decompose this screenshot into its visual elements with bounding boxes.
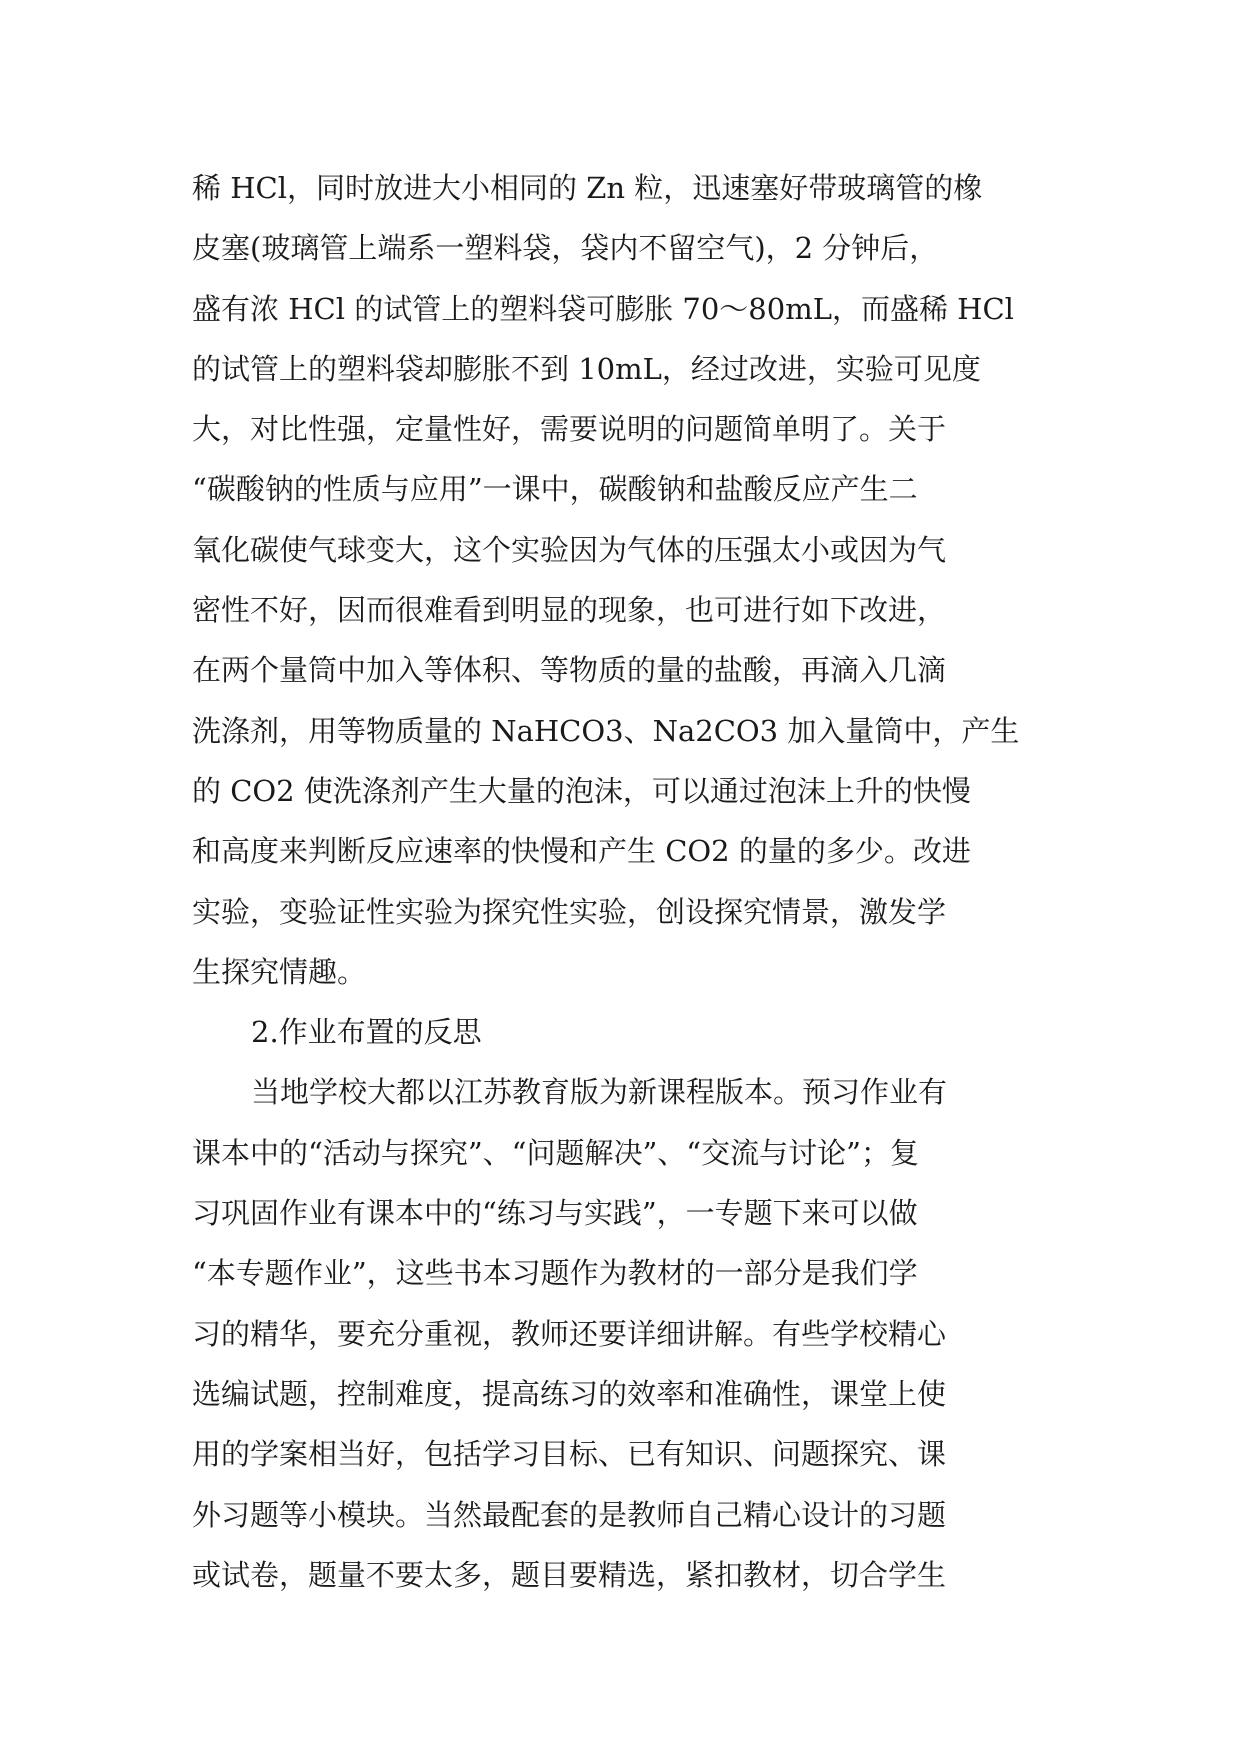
text-line: 用的学案相当好，包括学习目标、已有知识、问题探究、课	[192, 1437, 947, 1472]
text-line: 或试卷，题量不要太多，题目要精选，紧扣教材，切合学生	[192, 1557, 947, 1592]
text-line: 氧化碳使气球变大，这个实验因为气体的压强太小或因为气	[192, 532, 947, 567]
text-line: 习的精华，要充分重视，教师还要详细讲解。有些学校精心	[192, 1316, 947, 1351]
text-line: “碳酸钠的性质与应用”一课中，碳酸钠和盐酸反应产生二	[192, 472, 918, 507]
text-line: 生探究情趣。	[192, 954, 367, 989]
paragraph-start-line: 当地学校大都以江苏教育版为新课程版本。预习作业有	[251, 1075, 948, 1110]
section-heading: 2.作业布置的反思	[251, 1015, 482, 1050]
text-line: 的试管上的塑料袋却膨胀不到 10mL，经过改进，实验可见度	[192, 351, 981, 386]
text-line: 课本中的“活动与探究”、“问题解决”、“交流与讨论”；复	[192, 1135, 919, 1170]
text-line: 习巩固作业有课本中的“练习与实践”，一专题下来可以做	[192, 1196, 918, 1231]
text-line: 在两个量筒中加入等体积、等物质的量的盐酸，再滴入几滴	[192, 653, 947, 688]
text-line: 外习题等小模块。当然最配套的是教师自己精心设计的习题	[192, 1497, 947, 1532]
text-line: 实验，变验证性实验为探究性实验，创设探究情景，激发学	[192, 894, 947, 929]
text-line: 选编试题，控制难度，提高练习的效率和准确性，课堂上使	[192, 1376, 947, 1411]
text-line: 密性不好，因而很难看到明显的现象，也可进行如下改进，	[192, 593, 947, 628]
text-line: 皮塞(玻璃管上端系一塑料袋，袋内不留空气)，2 分钟后，	[192, 231, 939, 266]
text-line: 的 CO2 使洗涤剂产生大量的泡沫，可以通过泡沫上升的快慢	[192, 773, 971, 808]
text-line: 大，对比性强，定量性好，需要说明的问题简单明了。关于	[192, 412, 947, 447]
text-line: “本专题作业”，这些书本习题作为教材的一部分是我们学	[192, 1256, 918, 1291]
text-line: 盛有浓 HCl 的试管上的塑料袋可膨胀 70～80mL，而盛稀 HCl	[192, 291, 1014, 326]
text-line: 洗涤剂，用等物质量的 NaHCO3、Na2CO3 加入量筒中，产生	[192, 713, 1020, 748]
text-line: 稀 HCl，同时放进大小相同的 Zn 粒，迅速塞好带玻璃管的橡	[192, 171, 983, 205]
body-text	[192, 158, 1052, 1605]
text-line: 和高度来判断反应速率的快慢和产生 CO2 的量的多少。改进	[192, 834, 971, 869]
